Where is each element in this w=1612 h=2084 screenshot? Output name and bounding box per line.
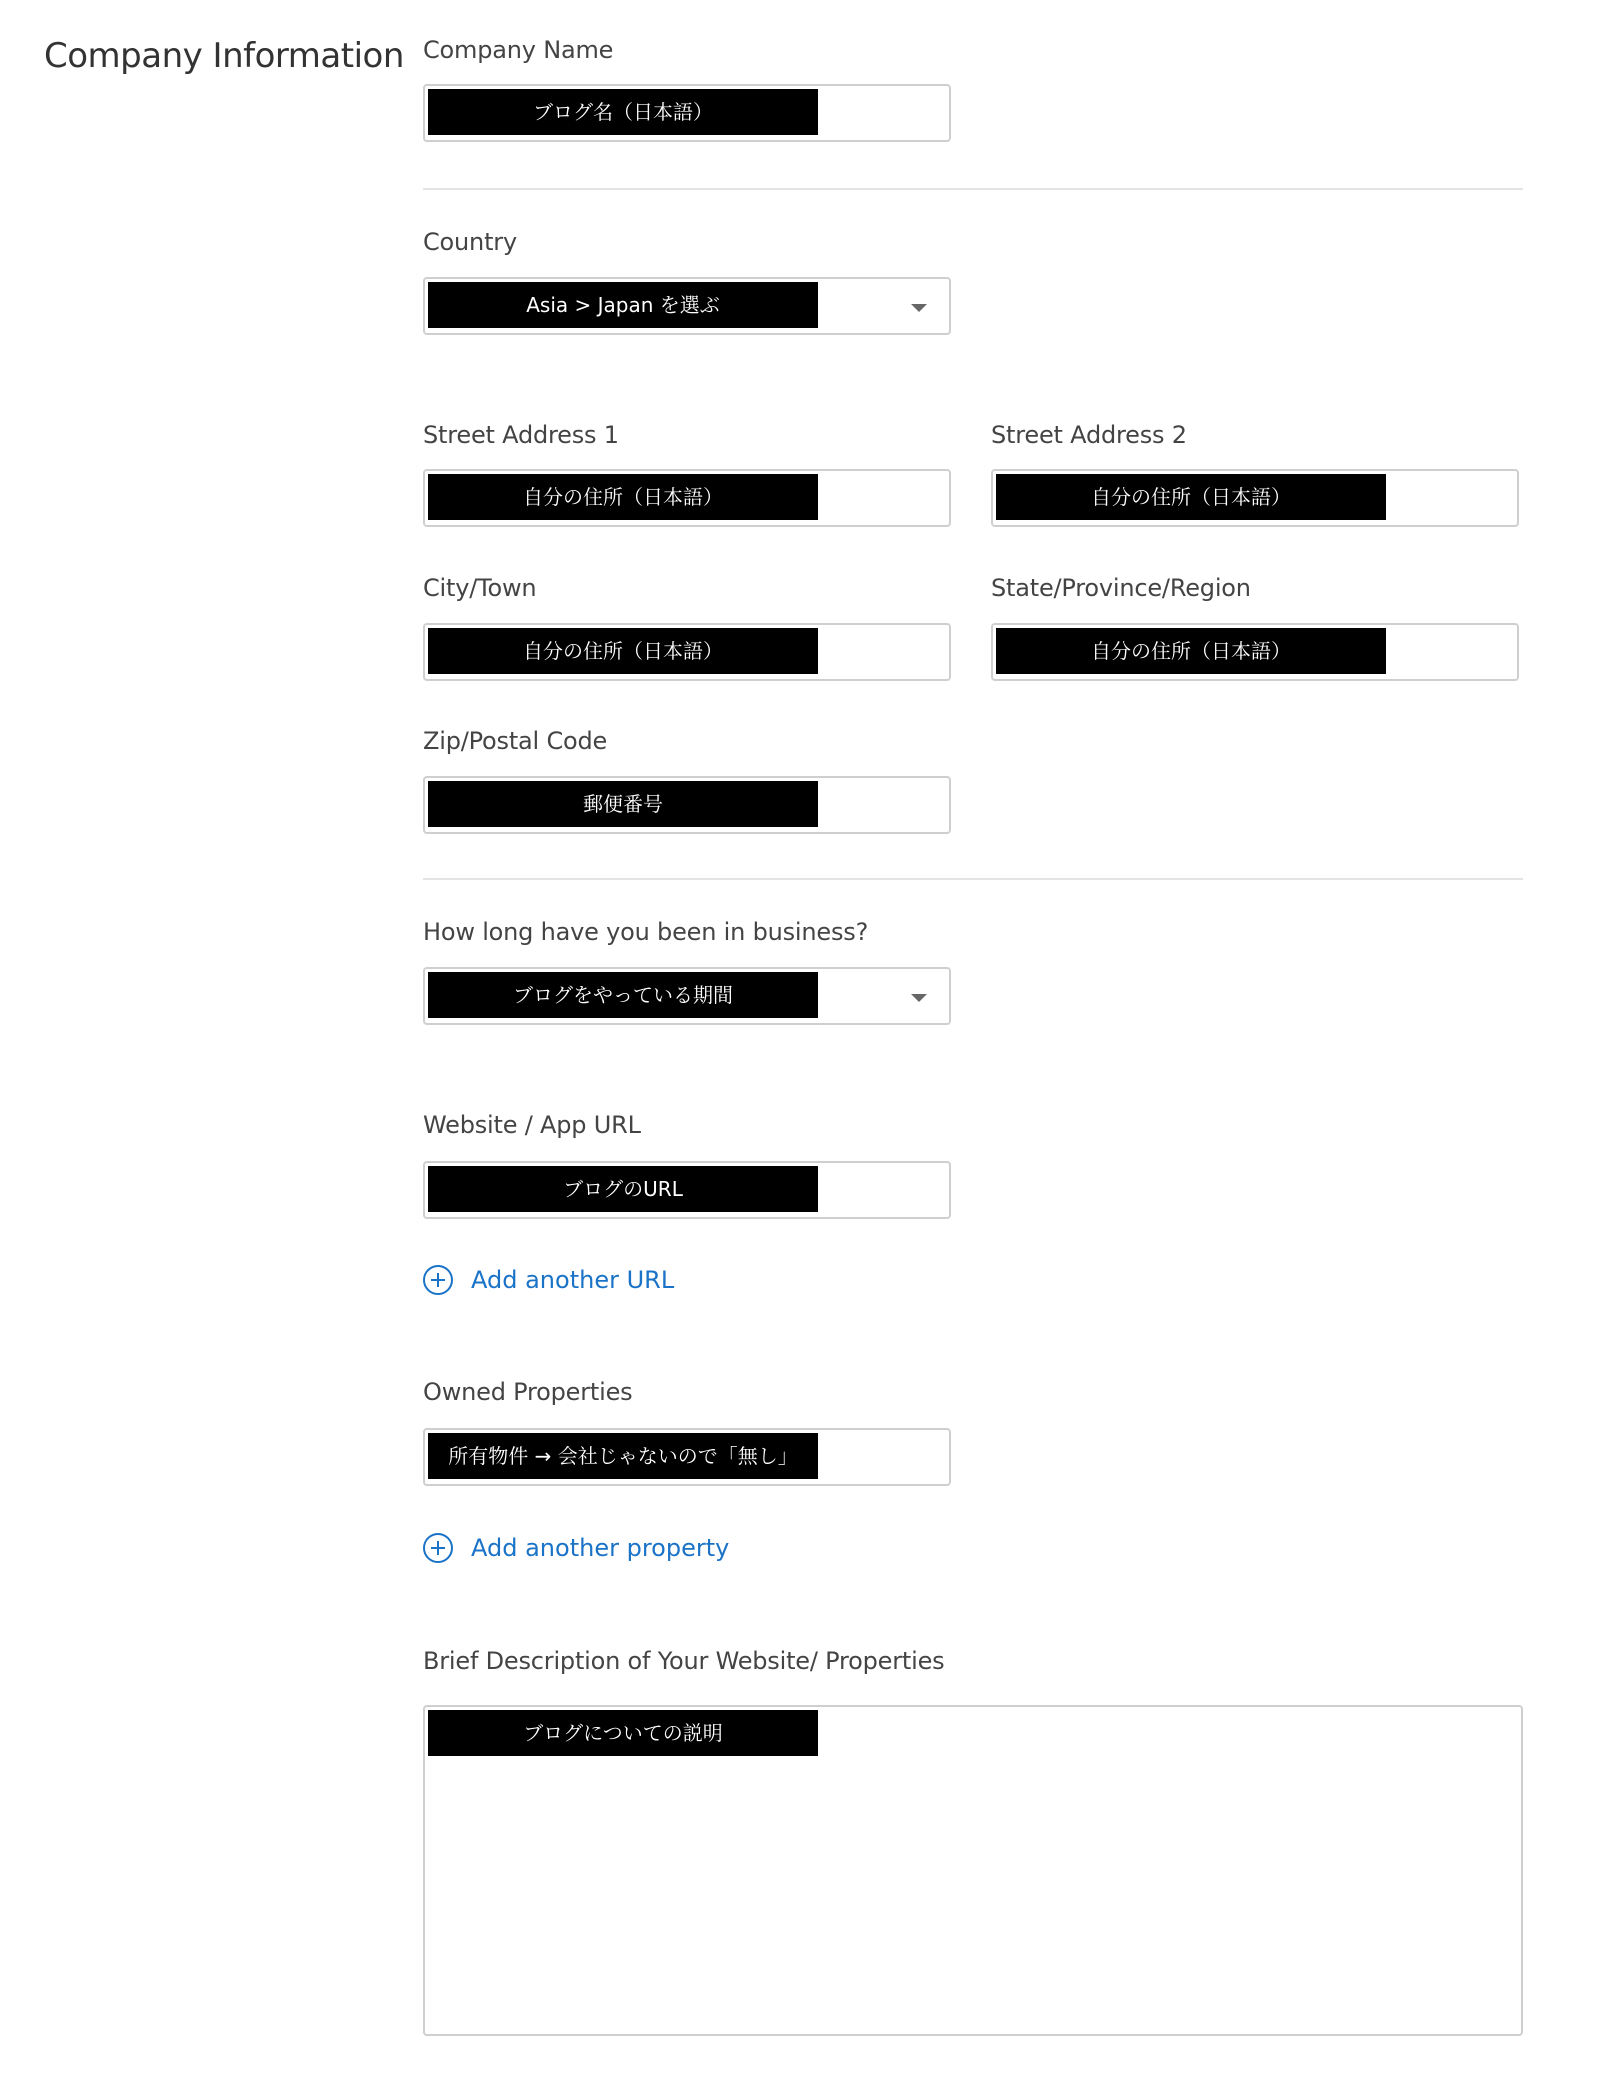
description-label: Brief Description of Your Website/ Properties (423, 1647, 945, 1675)
company-name-label: Company Name (423, 36, 614, 64)
state-region-label: State/Province/Region (991, 574, 1251, 602)
country-value: Asia > Japan を選ぶ (428, 282, 818, 328)
company-name-input[interactable] (423, 84, 951, 142)
website-url-value: ブログのURL (428, 1166, 818, 1212)
business-duration-select[interactable] (423, 967, 951, 1025)
zip-label: Zip/Postal Code (423, 727, 608, 755)
plus-circle-icon (423, 1265, 453, 1295)
section-title: Company Information (44, 36, 404, 76)
street-address-2-input[interactable] (991, 469, 1519, 527)
business-duration-label: How long have you been in business? (423, 918, 869, 946)
company-name-value: ブログ名（日本語） (428, 89, 818, 135)
plus-circle-icon (423, 1533, 453, 1563)
divider (423, 188, 1523, 190)
street-address-1-input[interactable] (423, 469, 951, 527)
state-region-input[interactable] (991, 623, 1519, 681)
city-town-value: 自分の住所（日本語） (428, 628, 818, 674)
owned-properties-input[interactable] (423, 1428, 951, 1486)
country-label: Country (423, 228, 517, 256)
description-textarea[interactable] (423, 1705, 1523, 2036)
chevron-down-icon (911, 304, 927, 312)
owned-properties-label: Owned Properties (423, 1378, 633, 1406)
country-select[interactable] (423, 277, 951, 335)
add-another-url-button[interactable] (423, 1263, 674, 1297)
add-another-property-button[interactable] (423, 1531, 729, 1565)
divider (423, 878, 1523, 880)
owned-properties-value: 所有物件 → 会社じゃないので「無し」 (428, 1433, 818, 1479)
street-address-2-value: 自分の住所（日本語） (996, 474, 1386, 520)
add-another-url-label: Add another URL (471, 1266, 675, 1294)
website-url-label: Website / App URL (423, 1111, 641, 1139)
street-address-2-label: Street Address 2 (991, 421, 1187, 449)
city-town-input[interactable] (423, 623, 951, 681)
street-address-1-label: Street Address 1 (423, 421, 619, 449)
zip-value: 郵便番号 (428, 781, 818, 827)
add-another-property-label: Add another property (471, 1534, 730, 1562)
city-town-label: City/Town (423, 574, 537, 602)
website-url-input[interactable] (423, 1161, 951, 1219)
street-address-1-value: 自分の住所（日本語） (428, 474, 818, 520)
business-duration-value: ブログをやっている期間 (428, 972, 818, 1018)
zip-input[interactable] (423, 776, 951, 834)
state-region-value: 自分の住所（日本語） (996, 628, 1386, 674)
description-value: ブログについての説明 (428, 1710, 818, 1756)
chevron-down-icon (911, 994, 927, 1002)
